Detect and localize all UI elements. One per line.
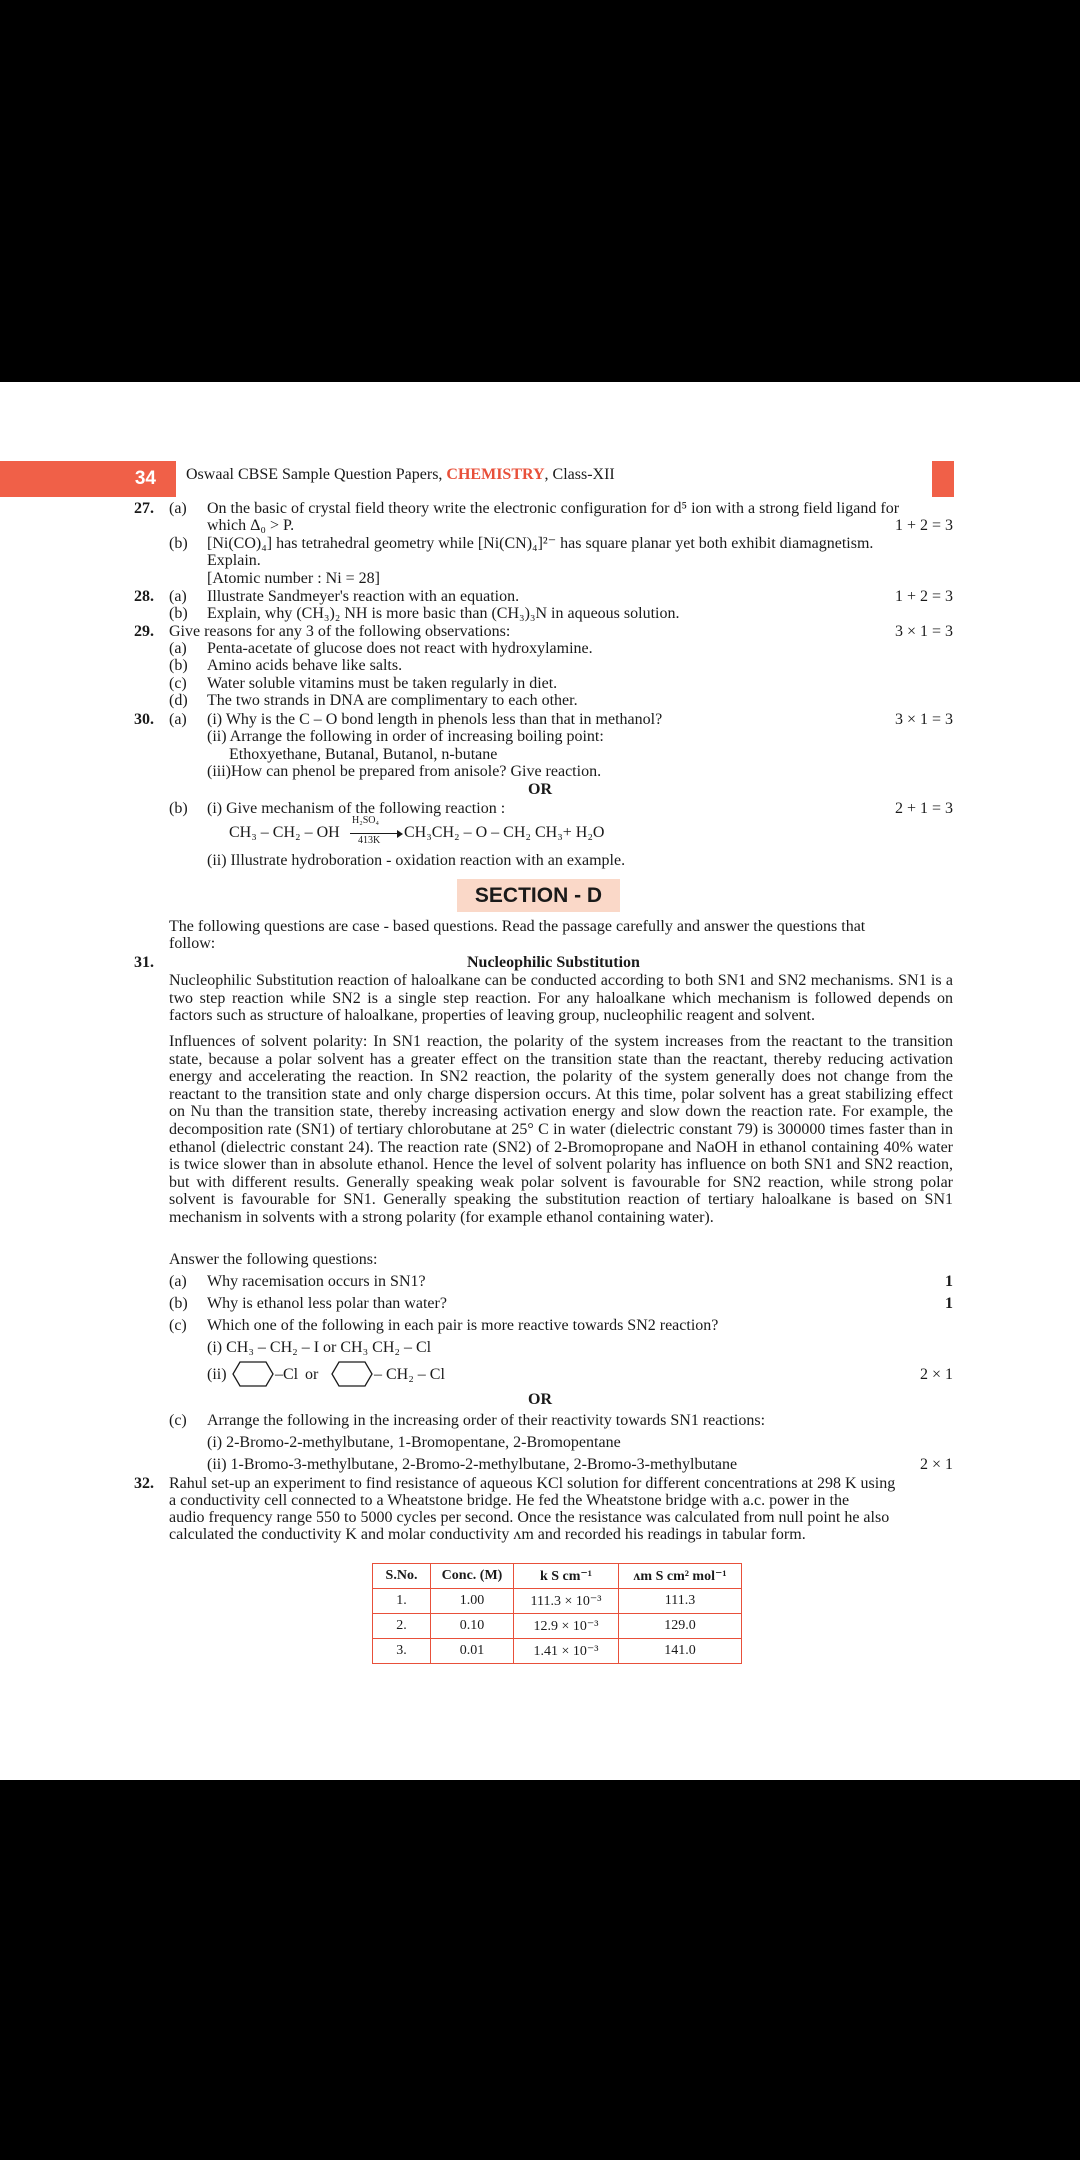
header-subject: CHEMISTRY (446, 466, 545, 483)
q28-b-label: (b) (169, 605, 188, 622)
q29-marks: 3 × 1 = 3 (894, 623, 953, 640)
q30-b-i: (i) Give mechanism of the following reaction : (207, 800, 506, 817)
table-cell: 2. (373, 1614, 431, 1639)
q28-b-text: Explain, why (CH₃)₂ NH is more basic than (CH₃)₃N in aqueous solution. (207, 605, 680, 622)
q31-c-marks: 2 × 1 (919, 1366, 953, 1383)
q30-reagent-bottom: 413K (358, 835, 381, 846)
q28-a-text: Illustrate Sandmeyer's reaction with an equation. (207, 588, 520, 605)
table-cell: 1.00 (431, 1589, 514, 1614)
table-cell: 1. (373, 1589, 431, 1614)
table-cell: 1.41 × 10⁻³ (514, 1639, 619, 1664)
table-cell: 111.3 (619, 1589, 742, 1614)
table-cell: 111.3 × 10⁻³ (514, 1589, 619, 1614)
table-row (373, 1639, 742, 1664)
q31-c-label: (c) (169, 1317, 187, 1334)
q29-intro: Give reasons for any 3 of the following observations: (169, 623, 511, 640)
q32-line3: audio frequency range 550 to 5000 cycles per second. Once the resistance was calculated from null point he also (169, 1509, 890, 1526)
q30-reagent-top: H₂SO₄ (352, 815, 379, 826)
q31-c2-text: Arrange the following in the increasing order of their reactivity towards SN1 reactions: (207, 1412, 766, 1429)
q31-c-ii-cl: –Cl (275, 1366, 299, 1383)
q31-answer-intro: Answer the following questions: (169, 1251, 378, 1268)
q31-c2-label: (c) (169, 1412, 187, 1429)
q30-reactant: CH₃ – CH₂ – OH (229, 824, 340, 841)
q31-or: OR (528, 1391, 552, 1408)
q27-a-line2: which Δ₀ > P. (207, 517, 295, 534)
q30-number: 30. (134, 711, 154, 728)
table-cell: 0.10 (431, 1614, 514, 1639)
header-tab-marker (932, 461, 954, 497)
table-cell: 129.0 (619, 1614, 742, 1639)
q31-c-ii-or: or (305, 1366, 319, 1383)
table-row (373, 1589, 742, 1614)
q27-a-line1: On the basic of crystal field theory write the electronic configuration for d⁵ ion with a strong field ligand for (207, 500, 900, 517)
q31-paragraph-1: Nucleophilic Substitution reaction of haloalkane can be conducted according to both SN1 and SN2 mechanisms. SN1 is a two step reaction while SN2 is a single step reaction. For any haloalkane which mechanism is followed depends on factors such as structure of haloalkane, properties of leaving group, nucleophilic reagent and solvent. (169, 972, 953, 1025)
q31-paragraph-2: Influences of solvent polarity: In SN1 reaction, the polarity of the system increases from the reactant to the transition state, because a polar solvent has a greater effect on the transition state than the reactant, thereby reducing activation energy and accelerating the reaction. In SN2 reaction, the polarity of the system generally does not change from the reactant to the transition state and only charge dispersion occurs. At this time, polar solvent has a great stabilizing effect on Nu than the transition state, thereby increasing activation energy and slow down the reaction rate. For example, the decomposition rate (SN1) of tertiary chlorobutane at 25° C in water (dielectric constant 79) is 300000 times faster than in ethanol (dielectric constant 24). The reaction rate (SN2) of 2-Bromopropane and NaOH in ethanol containing 40% water is twice slower than in absolute ethanol. Hence the level of solvent polarity has influence on both SN1 and SN2 reaction, but with different results. Generally speaking weak polar solvent is favourable for SN2 reaction, while strong polar solvent is favourable for SN1. Generally speaking the substitution reaction of tertiary haloalkane is based on SN1 mechanism in solvents with a strong polarity (for example ethanol containing water). (169, 1033, 953, 1226)
q27-number: 27. (134, 500, 154, 517)
section-title: SECTION - D (457, 879, 620, 912)
q30-or: OR (528, 781, 552, 798)
q30-product: CH₃CH₂ – O – CH₂ CH₃+ H₂O (404, 824, 605, 841)
q29-item-text: Amino acids behave like salts. (207, 657, 403, 674)
header-suffix: , Class-XII (544, 466, 615, 483)
q31-c-text: Which one of the following in each pair is more reactive towards SN2 reaction? (207, 1317, 719, 1334)
q30-marks-b: 2 + 1 = 3 (894, 800, 953, 817)
q29-item-label: (c) (169, 675, 187, 692)
q29-item-label: (a) (169, 640, 187, 657)
table-header: Conc. (M) (431, 1564, 514, 1589)
q31-title: Nucleophilic Substitution (467, 954, 640, 971)
table-cell: 141.0 (619, 1639, 742, 1664)
table-row (373, 1614, 742, 1639)
q31-c2-i: (i) 2-Bromo-2-methylbutane, 1-Bromopentane, 2-Bromopentane (207, 1434, 621, 1451)
q27-a-label: (a) (169, 500, 187, 517)
table-cell: 0.01 (431, 1639, 514, 1664)
q31-a-label: (a) (169, 1273, 187, 1290)
q31-c2-marks: 2 × 1 (919, 1456, 953, 1473)
document-page (0, 382, 1080, 1780)
q27-b-line1: [Ni(CO)₄] has tetrahedral geometry while [Ni(CN)₄]²⁻ has square planar yet both exhibit diamagnetism. (207, 535, 874, 552)
q29-item-label: (d) (169, 692, 188, 709)
q32-line2: a conductivity cell connected to a Wheatstone bridge. He fed the Wheatstone bridge with a.c. power in the (169, 1492, 850, 1509)
q30-a-iii: (iii)How can phenol be prepared from anisole? Give reaction. (207, 763, 602, 780)
q32-line1: Rahul set-up an experiment to find resistance of aqueous KCl solution for different concentrations at 298 K using (169, 1475, 896, 1492)
q27-b-line2: Explain. (207, 552, 261, 569)
q28-a-label: (a) (169, 588, 187, 605)
q31-b-label: (b) (169, 1295, 188, 1312)
q31-c2-ii: (ii) 1-Bromo-3-methylbutane, 2-Bromo-2-methylbutane, 2-Bromo-3-methylbutane (207, 1456, 738, 1473)
cyclohexane-ring-icon (231, 1360, 275, 1388)
table-header: S.No. (373, 1564, 431, 1589)
q28-marks: 1 + 2 = 3 (894, 588, 953, 605)
q29-number: 29. (134, 623, 154, 640)
conductivity-table (372, 1563, 742, 1664)
q28-number: 28. (134, 588, 154, 605)
q29-item-label: (b) (169, 657, 188, 674)
q27-marks: 1 + 2 = 3 (894, 517, 953, 534)
q29-item-text: The two strands in DNA are complimentary to each other. (207, 692, 578, 709)
q30-b-ii: (ii) Illustrate hydroboration - oxidation reaction with an example. (207, 852, 626, 869)
q32-number: 32. (134, 1475, 154, 1492)
q31-c-ii-ch2cl: – CH₂ – Cl (374, 1366, 445, 1383)
q30-a-ii: (ii) Arrange the following in order of increasing boiling point: (207, 728, 604, 745)
arrow-head-icon (397, 830, 403, 838)
section-intro-line1: The following questions are case - based questions. Read the passage carefully and answer the questions that (169, 918, 866, 935)
table-header-row (373, 1564, 742, 1589)
q31-b-marks: 1 (945, 1295, 953, 1312)
q30-a-i: (i) Why is the C – O bond length in phenols less than that in methanol? (207, 711, 663, 728)
reaction-arrow (350, 833, 400, 834)
q27-b-line3: [Atomic number : Ni = 28] (207, 570, 380, 587)
q31-number: 31. (134, 954, 154, 971)
section-intro-line2: follow: (169, 935, 216, 952)
q27-b-label: (b) (169, 535, 188, 552)
q31-c-i: (i) CH₃ – CH₂ – I or CH₃ CH₂ – Cl (207, 1339, 432, 1356)
header-prefix: Oswaal CBSE Sample Question Papers, (186, 466, 447, 483)
q31-a-marks: 1 (945, 1273, 953, 1290)
q30-a-label: (a) (169, 711, 187, 728)
q30-a-ii-list: Ethoxyethane, Butanal, Butanol, n-butane (229, 746, 498, 763)
q30-marks-a: 3 × 1 = 3 (894, 711, 953, 728)
table-cell: 3. (373, 1639, 431, 1664)
q30-b-label: (b) (169, 800, 188, 817)
cyclohexane-ring-icon (330, 1360, 374, 1388)
q31-a-text: Why racemisation occurs in SN1? (207, 1273, 426, 1290)
running-header (186, 466, 615, 484)
q29-item-text: Water soluble vitamins must be taken regularly in diet. (207, 675, 558, 692)
q31-b-text: Why is ethanol less polar than water? (207, 1295, 447, 1312)
q32-line4: calculated the conductivity K and molar conductivity ʌm and recorded his readings in tabular form. (169, 1526, 806, 1543)
q29-item-text: Penta-acetate of glucose does not react with hydroxylamine. (207, 640, 593, 657)
page-number: 34 (0, 461, 176, 497)
table-header: ʌm S cm² mol⁻¹ (619, 1564, 742, 1589)
table-header: k S cm⁻¹ (514, 1564, 619, 1589)
q31-c-ii-label: (ii) (207, 1366, 227, 1383)
table-cell: 12.9 × 10⁻³ (514, 1614, 619, 1639)
